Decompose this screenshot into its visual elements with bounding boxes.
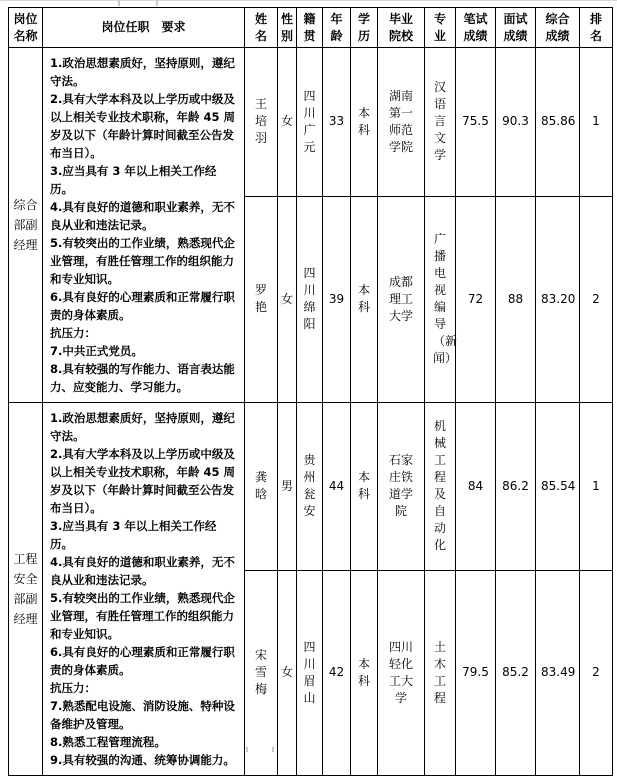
requirement-item: 5.有较突出的工作业绩，熟悉现代企业管理，有胜任管理工作的组织能力和专业知识。 <box>50 236 235 286</box>
requirement-item: 抗压力： <box>50 326 96 340</box>
age-cell: 39 <box>323 196 351 402</box>
col-header-age: 年龄 <box>323 8 351 48</box>
interview-score-cell: 88 <box>496 196 536 402</box>
name-cell: 龚晗 <box>245 403 278 571</box>
screenshot-artifact-tick <box>118 0 120 6</box>
school-cell: 湖南第一师范学院 <box>378 48 425 197</box>
overall-score-cell: 85.54 <box>536 403 580 571</box>
col-header-written-score: 笔试成绩 <box>456 8 496 48</box>
requirement-item: 5.有较突出的工作业绩，熟悉现代企业管理，有胜任管理工作的组织能力和专业知识。 <box>50 591 235 641</box>
interview-score-cell: 86.2 <box>496 403 536 571</box>
requirement-item: 2.具有大学本科及以上学历或中级及以上相关专业技术职称，年龄 45 周岁及以下（年龄计算时间截至公告发布当日）。 <box>50 447 236 515</box>
position-requirements-cell <box>43 48 245 403</box>
name-cell: 宋雪梅 <box>245 570 278 775</box>
col-header-requirements: 岗位任职 要求 <box>43 8 245 48</box>
requirement-item: 8.熟悉工程管理流程。 <box>50 735 166 749</box>
name-cell: 罗艳 <box>245 196 278 402</box>
gender-cell: 男 <box>278 403 297 571</box>
requirement-item: 6.具有良好的心理素质和正常履行职责的身体素质。 <box>50 645 235 677</box>
written-score-cell: 79.5 <box>456 570 496 775</box>
native-place-cell: 贵州瓮安 <box>297 403 323 571</box>
candidate-row <box>9 48 613 197</box>
interview-score-cell: 90.3 <box>496 48 536 197</box>
school-cell: 成都理工大学 <box>378 196 425 402</box>
major-cell: 机械工程及自动化 <box>425 403 456 571</box>
requirement-item: 4.具有良好的道德和职业素养，无不良从业和违法记录。 <box>50 555 235 587</box>
interview-score-cell: 85.2 <box>496 570 536 775</box>
overall-score-cell: 85.86 <box>536 48 580 197</box>
education-cell: 本科 <box>351 196 378 402</box>
candidate-row <box>9 403 613 571</box>
major-cell: 汉语言文学 <box>425 48 456 197</box>
col-header-rank: 排名 <box>580 8 613 48</box>
col-header-overall-score: 综合成绩 <box>536 8 580 48</box>
col-header-native-place: 籍贯 <box>297 8 323 48</box>
written-score-cell: 84 <box>456 403 496 571</box>
col-header-position: 岗位名称 <box>9 8 43 48</box>
rank-cell: 1 <box>580 48 613 197</box>
rank-cell: 2 <box>580 196 613 402</box>
overall-score-cell: 83.49 <box>536 570 580 775</box>
position-name-cell: 工程安全部副经理 <box>9 403 43 776</box>
requirement-item: 1.政治思想素质好，坚持原则，遵纪守法。 <box>50 411 235 443</box>
screenshot-artifact-top-line <box>0 0 617 1</box>
name-cell: 王培羽 <box>245 48 278 197</box>
requirement-item: 3.应当具有 3 年以上相关工作经历。 <box>50 164 217 196</box>
written-score-cell: 72 <box>456 196 496 402</box>
education-cell: 本科 <box>351 48 378 197</box>
requirement-item: 7.中共正式党员。 <box>50 344 143 358</box>
rank-cell: 2 <box>580 570 613 775</box>
requirement-item: 7.熟悉配电设施、消防设施、特种设备维护及管理。 <box>50 699 235 731</box>
requirement-item: 4.具有良好的道德和职业素养，无不良从业和违法记录。 <box>50 200 235 232</box>
requirement-item: 抗压力： <box>50 681 96 695</box>
education-cell: 本科 <box>351 570 378 775</box>
requirement-item: 6.具有良好的心理素质和正常履行职责的身体素质。 <box>50 290 235 322</box>
col-header-education: 学历 <box>351 8 378 48</box>
major-cell: 土木工程 <box>425 570 456 775</box>
screenshot-artifact-tick <box>156 0 158 6</box>
requirement-item: 9.具有较强的沟通、统筹协调能力。 <box>50 753 235 767</box>
position-requirements-cell <box>43 403 245 776</box>
gender-cell: 女 <box>278 48 297 197</box>
requirement-item: 8.具有较强的写作能力、语言表达能力、应变能力、学习能力。 <box>50 362 235 394</box>
education-cell: 本科 <box>351 403 378 571</box>
native-place-cell: 四川广元 <box>297 48 323 197</box>
age-cell: 42 <box>323 570 351 775</box>
requirement-item: 1.政治思想素质好，坚持原则，遵纪守法。 <box>50 56 235 88</box>
position-name-cell: 综合部副经理 <box>9 48 43 403</box>
col-header-gender: 性别 <box>278 8 297 48</box>
age-cell: 44 <box>323 403 351 571</box>
native-place-cell: 四川眉山 <box>297 570 323 775</box>
native-place-cell: 四川绵阳 <box>297 196 323 402</box>
results-table <box>8 7 613 776</box>
rank-cell: 1 <box>580 403 613 571</box>
col-header-name: 姓名 <box>245 8 278 48</box>
gender-cell: 女 <box>278 196 297 402</box>
gender-cell: 女 <box>278 570 297 775</box>
written-score-cell: 75.5 <box>456 48 496 197</box>
col-header-major: 专业 <box>425 8 456 48</box>
school-cell: 石家庄铁道学院 <box>378 403 425 571</box>
col-header-school: 毕业院校 <box>378 8 425 48</box>
header-row <box>9 8 613 48</box>
col-header-interview-score: 面试成绩 <box>496 8 536 48</box>
requirement-item: 3.应当具有 3 年以上相关工作经历。 <box>50 519 217 551</box>
age-cell: 33 <box>323 48 351 197</box>
requirement-item: 2.具有大学本科及以上学历或中级及以上相关专业技术职称，年龄 45 周岁及以下（年龄计算时间截至公告发布当日）。 <box>50 92 236 160</box>
school-cell: 四川轻化工大学 <box>378 570 425 775</box>
major-cell: 广播电视编导（新闻） <box>425 196 456 402</box>
overall-score-cell: 83.20 <box>536 196 580 402</box>
